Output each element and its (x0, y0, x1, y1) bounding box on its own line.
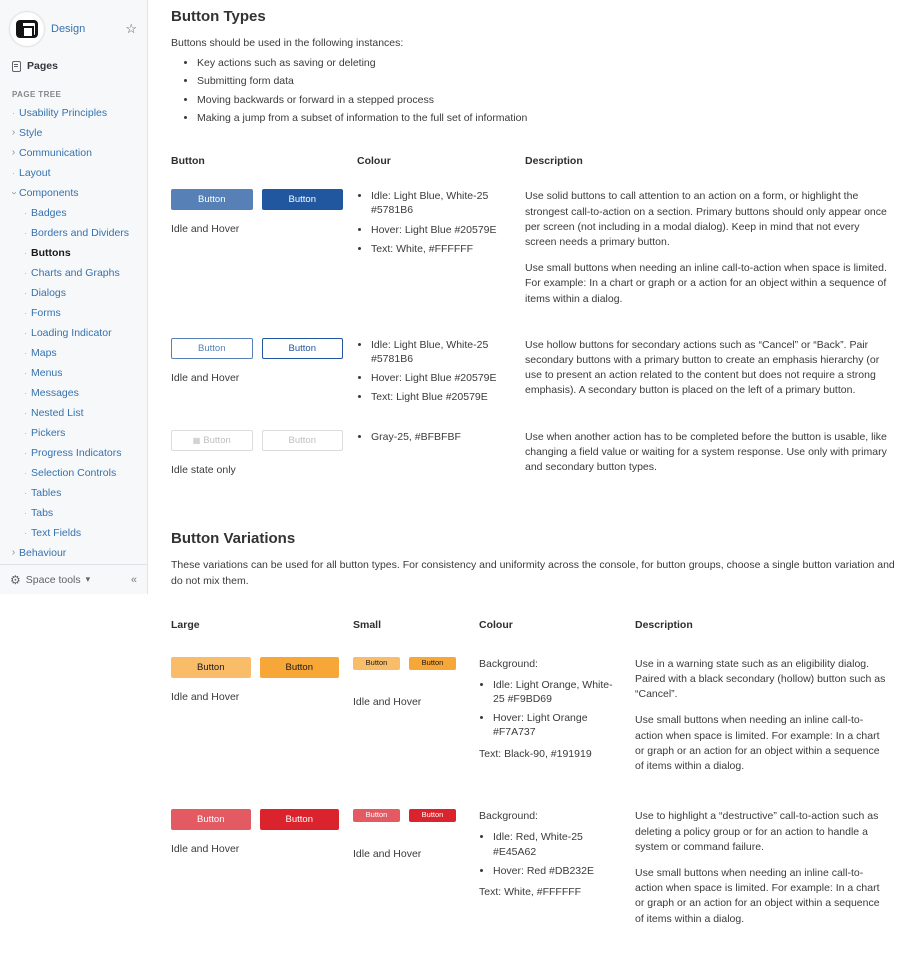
description-paragraph: Use to highlight a “destructive” call-to-action such as deleting a policy group or for an action to handle a system or command failure. (635, 810, 879, 853)
variation-row-red-colour-cell (479, 809, 635, 938)
colour-spec: • Text: White, #FFFFFF (371, 242, 511, 256)
sidebar-item-usability-principles[interactable]: · Usability Principles (0, 103, 147, 123)
section-title-button-variations: Button Variations (171, 530, 296, 548)
leaf-dot-icon: · (12, 167, 15, 178)
leaf-dot-icon: · (24, 367, 27, 378)
chevron-down-icon[interactable]: › (8, 191, 20, 195)
table-row-hollow-button-cell (171, 338, 357, 410)
description-paragraph: Use small buttons when needing an inline call-to-action when space is limited. For example: In a chart or graph or an action for an object within a sequence of items within a dialog. (635, 866, 880, 925)
colour-spec: • Idle: Light Orange, White-25 #F9BD69 (493, 678, 621, 706)
description-paragraph: Use in a warning state such as an eligibility dialog. Paired with a black secondary (hollow) button such as “Cancel”. (635, 657, 886, 701)
sidebar-item-menus[interactable]: · Menus (0, 363, 147, 383)
page-content (149, 0, 920, 958)
sidebar-footer (0, 564, 147, 594)
primary-button-idle-example[interactable]: Button (171, 189, 253, 210)
destructive-small-button-idle-example[interactable]: Button (353, 809, 400, 822)
bullet-item: • Key actions such as saving or deleting (197, 57, 905, 71)
colour-spec: • Idle: Light Blue, White-25 #5781B6 (371, 338, 511, 366)
leaf-dot-icon: · (12, 107, 15, 118)
table-row-solid-description-cell (525, 189, 905, 318)
leaf-dot-icon: · (24, 407, 27, 418)
variation-row-orange-small-cell (353, 657, 479, 786)
variation-row-orange-large-cell (171, 657, 353, 786)
design-space-logo-icon (16, 20, 38, 38)
description-paragraph: Use solid buttons to call attention to an action on a form, or highlight the strongest call-to-action on a section. Primary buttons should only appear once per screen (not including in a modal dialog). Keep in mind that not every screen needs a primary button. (525, 190, 887, 248)
leaf-dot-icon: · (24, 487, 27, 498)
state-caption: Idle and Hover (171, 843, 240, 856)
sidebar-item-nested-list[interactable]: · Nested List (0, 403, 147, 423)
sidebar-item-buttons[interactable]: · Buttons (0, 243, 147, 263)
leaf-dot-icon: · (24, 207, 27, 218)
sidebar-item-behaviour[interactable]: › Behaviour (0, 543, 147, 563)
description-paragraph: Use small buttons when needing an inline call-to-action when space is limited. For example: In a chart or graph or an action for an object within a sequence of items within a dialog. (635, 714, 880, 773)
sidebar-item-progress-indicators[interactable]: · Progress Indicators (0, 443, 147, 463)
warning-small-button-idle-example[interactable]: Button (353, 657, 400, 670)
text-colour-spec: Text: Black-90, #191919 (479, 747, 592, 760)
design-space-logo[interactable] (10, 12, 44, 46)
background-label: Background: (479, 810, 538, 823)
leaf-dot-icon: · (24, 227, 27, 238)
favourite-star-icon[interactable]: ☆ (125, 21, 137, 36)
leaf-dot-icon: · (24, 387, 27, 398)
colour-spec: • Idle: Light Blue, White-25 #5781B6 (371, 189, 511, 217)
sidebar-item-badges[interactable]: · Badges (0, 203, 147, 223)
sidebar-item-charts-and-graphs[interactable]: · Charts and Graphs (0, 263, 147, 283)
gear-icon: ⚙ (10, 572, 21, 587)
button-types-intro: Buttons should be used in the following instances: (171, 37, 404, 49)
sidebar-item-messages[interactable]: · Messages (0, 383, 147, 403)
primary-button-hover-example[interactable]: Button (262, 189, 344, 210)
leaf-dot-icon: · (24, 307, 27, 318)
button-types-table (171, 155, 905, 486)
state-caption: Idle state only (171, 463, 236, 476)
state-caption: Idle and Hover (353, 848, 422, 861)
variation-row-red-large-cell (171, 809, 353, 938)
description-paragraph: Use small buttons when needing an inline call-to-action when space is limited. For example: In a chart or graph or a action for an object within a sequence of items within a dialog. (525, 262, 887, 305)
secondary-button-hover-example[interactable]: Button (262, 338, 344, 359)
leaf-dot-icon: · (24, 247, 27, 258)
page-tree (0, 103, 147, 563)
sidebar-item-loading-indicator[interactable]: · Loading Indicator (0, 323, 147, 343)
button-variations-table (171, 619, 905, 938)
bullet-item: • Moving backwards or forward in a stepped process (197, 94, 905, 108)
state-caption: Idle and Hover (171, 371, 240, 384)
leaf-dot-icon: · (24, 467, 27, 478)
warning-button-idle-example[interactable]: Button (171, 657, 251, 678)
disabled-button-loading-example[interactable]: ▦ Button (171, 430, 253, 451)
warning-small-button-hover-example[interactable]: Button (409, 657, 456, 670)
sidebar-item-communication[interactable]: › Communication (0, 143, 147, 163)
description-paragraph: Use when another action has to be completed before the button is usable, like changing a field value or waiting for a system response. Use only with primary and secondary button types. (525, 430, 887, 474)
sidebar-item-maps[interactable]: · Maps (0, 343, 147, 363)
leaf-dot-icon: · (24, 507, 27, 518)
loading-grid-icon: ▦ (192, 435, 201, 445)
destructive-button-hover-example[interactable]: Button (260, 809, 340, 830)
leaf-dot-icon: · (24, 287, 27, 298)
sidebar-item-tabs[interactable]: · Tabs (0, 503, 147, 523)
leaf-dot-icon: · (24, 347, 27, 358)
colour-spec: • Hover: Light Blue #20579E (371, 223, 511, 237)
leaf-dot-icon: · (24, 527, 27, 538)
disabled-button-example[interactable]: Button (262, 430, 344, 451)
button-variations-section (171, 530, 905, 938)
column-header-colour: Colour (357, 155, 391, 168)
column-header-button: Button (171, 155, 205, 168)
column-header-description: Description (525, 155, 583, 168)
variation-row-red-description-cell (635, 809, 905, 938)
leaf-dot-icon: · (24, 427, 27, 438)
sidebar-item-tables[interactable]: · Tables (0, 483, 147, 503)
space-name-link[interactable]: Design (51, 23, 86, 35)
sidebar-item-pickers[interactable]: · Pickers (0, 423, 147, 443)
colour-spec: • Gray-25, #BFBFBF (371, 430, 511, 444)
colour-spec: • Hover: Light Blue #20579E (371, 371, 511, 385)
chevron-right-icon[interactable]: › (11, 147, 16, 158)
column-header-large: Large (171, 618, 200, 631)
sidebar-item-style[interactable]: › Style (0, 123, 147, 143)
sidebar-item-selection-controls[interactable]: · Selection Controls (0, 463, 147, 483)
leaf-dot-icon: · (24, 447, 27, 458)
table-row-solid-button-cell (171, 189, 357, 318)
table-row-solid-colour-cell (357, 189, 525, 318)
warning-button-hover-example[interactable]: Button (260, 657, 340, 678)
variation-row-red-small-cell (353, 809, 479, 938)
button-types-bullet-list (197, 57, 905, 125)
bullet-item: • Submitting form data (197, 75, 905, 89)
sidebar-item-borders-and-dividers[interactable]: · Borders and Dividers (0, 223, 147, 243)
column-header-colour: Colour (479, 618, 513, 631)
leaf-dot-icon: · (24, 267, 27, 278)
space-tools-button[interactable]: Space tools (25, 573, 81, 586)
colour-spec: • Hover: Light Orange #F7A737 (493, 711, 621, 739)
space-header (0, 0, 147, 54)
table-row-disabled-colour-cell (357, 430, 525, 487)
bullet-item: • Making a jump from a subset of information to the full set of information (197, 112, 905, 126)
destructive-button-idle-example[interactable]: Button (171, 809, 251, 830)
background-label: Background: (479, 657, 538, 670)
text-colour-spec: Text: White, #FFFFFF (479, 886, 582, 898)
pages-nav-item[interactable]: Pages (0, 54, 147, 82)
caret-down-icon: ▾ (85, 574, 91, 584)
state-caption: Idle and Hover (353, 695, 422, 708)
page-icon (12, 61, 21, 72)
sidebar (0, 0, 148, 594)
chevron-right-icon[interactable]: › (11, 547, 16, 558)
table-row-disabled-button-cell (171, 430, 357, 487)
description-paragraph: Use hollow buttons for secondary actions such as “Cancel” or “Back”. Pair secondary buttons with a primary button to create an emphasis hierarchy (or use to present an action related to the content but does not require a strong emphasis). A secondary button is placed on the left of a primary button. (525, 338, 880, 397)
sidebar-collapse-button[interactable]: « (130, 573, 137, 586)
table-row-disabled-description-cell (525, 430, 905, 487)
variation-row-orange-description-cell (635, 657, 905, 786)
destructive-small-button-hover-example[interactable]: Button (409, 809, 456, 822)
sidebar-item-dialogs[interactable]: · Dialogs (0, 283, 147, 303)
sidebar-item-components[interactable]: › Components (8, 187, 79, 199)
state-caption: Idle and Hover (171, 223, 240, 236)
colour-spec: • Idle: Red, White-25 #E45A62 (493, 830, 621, 858)
table-row-hollow-colour-cell (357, 338, 525, 410)
colour-spec: • Hover: Red #DB232E (493, 864, 621, 878)
column-header-small: Small (353, 618, 382, 631)
chevron-right-icon[interactable]: › (11, 127, 16, 138)
leaf-dot-icon: · (24, 327, 27, 338)
section-title-button-types: Button Types (171, 8, 266, 25)
table-row-hollow-description-cell (525, 338, 905, 410)
variation-row-orange-colour-cell (479, 657, 635, 786)
colour-spec: • Text: Light Blue #20579E (371, 390, 511, 404)
column-header-description: Description (635, 618, 693, 631)
button-variations-intro: These variations can be used for all button types. For consistency and uniformity across the console, for button groups, choose a single button variation and do not mix them. (171, 559, 895, 587)
sidebar-item-layout[interactable]: · Layout (0, 163, 147, 183)
secondary-button-idle-example[interactable]: Button (171, 338, 253, 359)
state-caption: Idle and Hover (171, 690, 240, 703)
sidebar-item-forms[interactable]: · Forms (0, 303, 147, 323)
page-tree-heading: PAGE TREE (12, 90, 62, 99)
sidebar-item-text-fields[interactable]: · Text Fields (0, 523, 147, 543)
